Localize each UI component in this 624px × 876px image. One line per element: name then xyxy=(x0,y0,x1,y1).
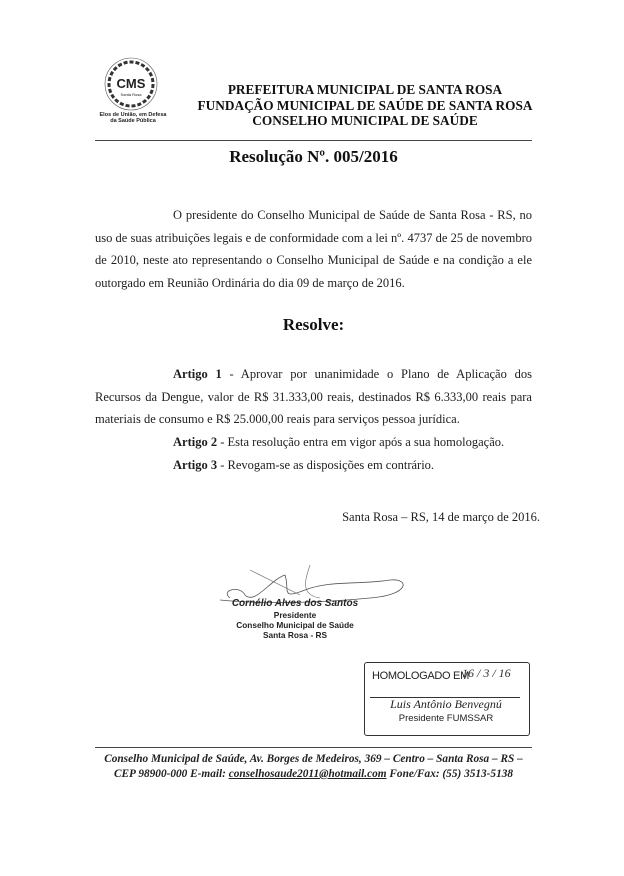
chain-ring-logo-icon xyxy=(86,52,176,114)
letterhead-line2: FUNDAÇÃO MUNICIPAL DE SAÚDE DE SANTA ROSA xyxy=(197,97,533,113)
article-2-text: - Esta resolução entra em vigor após a sua homologação. xyxy=(217,435,505,449)
place-date: Santa Rosa – RS, 14 de março de 2016. xyxy=(342,510,540,524)
intro-text: O presidente do Conselho Municipal de Saúde de Santa Rosa - RS, no uso de suas atribuições legais e de conformidade com a lei nº. 4737 de 25 de novembro de 2010, neste ato representando o Conselho Municipal de Saúde e na condição a ele outorgado em Reunião Ordinária do dia 09 de março de 2016. xyxy=(95,208,532,290)
logo-caption-line2: da Saúde Pública xyxy=(110,118,156,124)
signer-role: Presidente xyxy=(273,610,317,620)
letterhead-line1: PREFEITURA MUNICIPAL DE SANTA ROSA xyxy=(227,82,503,97)
stamp-date: 16 / 3 / 16 xyxy=(462,666,511,680)
logo-city: Santa Rosa xyxy=(120,92,142,97)
logo-center-text: CMS xyxy=(116,76,146,91)
article-3 xyxy=(95,454,532,477)
article-3-label: Artigo 3 xyxy=(173,458,218,472)
letterhead xyxy=(185,82,545,129)
stamp-signer-name: Luis Antônio Benvegnú xyxy=(390,697,502,711)
footer-contact xyxy=(95,767,532,782)
signer-org: Conselho Municipal de Saúde xyxy=(236,620,354,630)
footer-divider xyxy=(95,747,532,748)
signer-name: Cornélio Alves dos Santos xyxy=(231,598,359,609)
stamp-label: HOMOLOGADO EM xyxy=(372,670,469,682)
stamp-signer-role: Presidente FUMSSAR xyxy=(398,713,494,724)
article-1-label: Artigo 1 xyxy=(173,367,222,381)
letterhead-line3: CONSELHO MUNICIPAL DE SAÚDE xyxy=(252,113,478,128)
footer-phone: Fone/Fax: (55) 3513-5138 xyxy=(386,768,514,780)
footer-email-link[interactable]: conselhosaude2011@hotmail.com xyxy=(228,768,387,780)
resolve-heading: Resolve: xyxy=(282,315,345,334)
article-2 xyxy=(95,431,532,454)
logo-caption xyxy=(94,112,172,124)
logo-caption-line1: Elos de União, em Defesa xyxy=(99,112,167,118)
signer-details xyxy=(200,610,390,640)
footer xyxy=(95,752,532,782)
article-1 xyxy=(95,363,532,431)
intro-paragraph xyxy=(95,204,532,294)
article-2-label: Artigo 2 xyxy=(173,435,218,449)
signer-city: Santa Rosa - RS xyxy=(262,630,328,640)
footer-address: Conselho Municipal de Saúde, Av. Borges de Medeiros, 369 – Centro – Santa Rosa – RS – xyxy=(104,753,523,765)
footer-cep: CEP 98900-000 E-mail: xyxy=(113,768,229,780)
document-title: Resolução Nº. 005/2016 xyxy=(229,147,398,166)
header-divider xyxy=(95,140,532,141)
article-1-text: - Aprovar por unanimidade o Plano de Aplicação dos Recursos da Dengue, valor de R$ 31.333,00 reais, destinados R$ 6.333,00 reais para materiais de consumo e R$ 25.000,00 reais para serviços pessoa jurídica. xyxy=(95,367,532,427)
article-3-text: - Revogam-se as disposições em contrário. xyxy=(217,458,435,472)
